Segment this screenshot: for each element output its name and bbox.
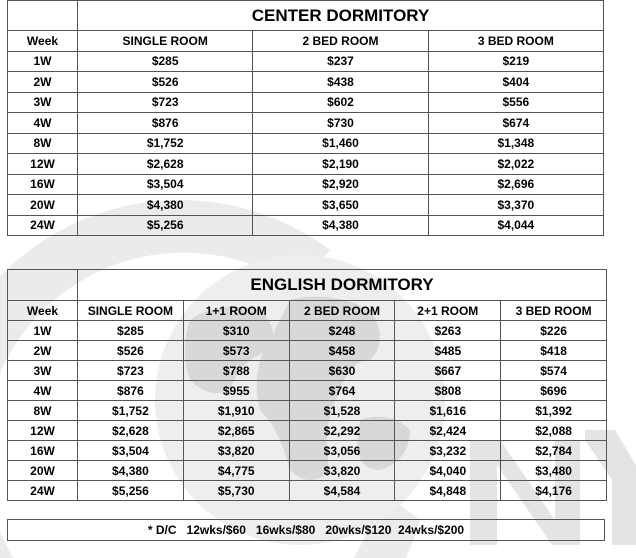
price-cell: $5,730	[183, 481, 289, 501]
table-corner-cell	[8, 270, 78, 301]
price-cell: $730	[253, 113, 428, 134]
week-cell: 20W	[8, 461, 78, 481]
week-cell: 8W	[8, 133, 78, 154]
price-cell: $876	[78, 381, 184, 401]
week-cell: 24W	[8, 481, 78, 501]
price-cell: $418	[501, 341, 607, 361]
table-row	[8, 174, 604, 195]
price-cell: $237	[253, 51, 428, 72]
week-cell: 12W	[8, 421, 78, 441]
column-header: 3 BED ROOM	[501, 301, 607, 321]
week-cell: 1W	[8, 51, 78, 72]
column-header: Week	[8, 301, 78, 321]
price-cell: $602	[253, 92, 428, 113]
price-cell: $2,865	[183, 421, 289, 441]
price-cell: $3,820	[289, 461, 395, 481]
price-cell: $219	[428, 51, 603, 72]
column-header: 2+1 ROOM	[395, 301, 501, 321]
price-cell: $485	[395, 341, 501, 361]
price-cell: $696	[501, 381, 607, 401]
column-header: SINGLE ROOM	[78, 31, 253, 52]
price-cell: $2,292	[289, 421, 395, 441]
price-cell: $3,504	[78, 174, 253, 195]
price-cell: $764	[289, 381, 395, 401]
price-cell: $4,584	[289, 481, 395, 501]
price-cell: $3,820	[183, 441, 289, 461]
column-header: 2 BED ROOM	[253, 31, 428, 52]
price-cell: $285	[78, 321, 184, 341]
column-header: Week	[8, 31, 78, 52]
table-row	[8, 195, 604, 216]
week-cell: 12W	[8, 154, 78, 175]
table-row	[8, 481, 607, 501]
table-row	[8, 321, 607, 341]
column-header: 1+1 ROOM	[183, 301, 289, 321]
price-cell: $2,784	[501, 441, 607, 461]
table-corner-cell	[8, 1, 78, 31]
price-cell: $3,232	[395, 441, 501, 461]
table-row	[8, 401, 607, 421]
price-cell: $3,370	[428, 195, 603, 216]
price-cell: $2,920	[253, 174, 428, 195]
price-cell: $723	[78, 92, 253, 113]
price-cell: $4,044	[428, 215, 603, 236]
price-cell: $723	[78, 361, 184, 381]
week-cell: 3W	[8, 361, 78, 381]
center-dormitory-title: CENTER DORMITORY	[78, 1, 604, 31]
price-cell: $1,528	[289, 401, 395, 421]
price-cell: $4,848	[395, 481, 501, 501]
column-header: 2 BED ROOM	[289, 301, 395, 321]
price-cell: $1,910	[183, 401, 289, 421]
price-cell: $2,696	[428, 174, 603, 195]
price-cell: $2,628	[78, 421, 184, 441]
price-cell: $955	[183, 381, 289, 401]
week-cell: 8W	[8, 401, 78, 421]
price-cell: $2,628	[78, 154, 253, 175]
price-cell: $2,022	[428, 154, 603, 175]
price-cell: $4,380	[78, 195, 253, 216]
price-cell: $630	[289, 361, 395, 381]
price-cell: $674	[428, 113, 603, 134]
week-cell: 3W	[8, 92, 78, 113]
header-row	[8, 31, 604, 52]
table-row	[8, 441, 607, 461]
table-row	[8, 361, 607, 381]
table-row	[8, 215, 604, 236]
english-dormitory-title: ENGLISH DORMITORY	[78, 270, 607, 301]
week-cell: 2W	[8, 72, 78, 93]
price-cell: $808	[395, 381, 501, 401]
table-row	[8, 341, 607, 361]
price-cell: $3,650	[253, 195, 428, 216]
price-cell: $4,040	[395, 461, 501, 481]
price-cell: $1,392	[501, 401, 607, 421]
week-cell: 24W	[8, 215, 78, 236]
week-cell: 20W	[8, 195, 78, 216]
price-cell: $2,190	[253, 154, 428, 175]
price-cell: $3,504	[78, 441, 184, 461]
week-cell: 16W	[8, 174, 78, 195]
column-header: 3 BED ROOM	[428, 31, 603, 52]
price-cell: $574	[501, 361, 607, 381]
table-row	[8, 113, 604, 134]
price-cell: $4,380	[78, 461, 184, 481]
table-row	[8, 461, 607, 481]
table-row	[8, 51, 604, 72]
price-cell: $1,460	[253, 133, 428, 154]
price-cell: $788	[183, 361, 289, 381]
price-cell: $438	[253, 72, 428, 93]
price-cell: $248	[289, 321, 395, 341]
price-cell: $2,424	[395, 421, 501, 441]
table-row	[8, 381, 607, 401]
price-cell: $667	[395, 361, 501, 381]
week-cell: 1W	[8, 321, 78, 341]
header-row	[8, 301, 607, 321]
price-cell: $5,256	[78, 215, 253, 236]
table-row	[8, 154, 604, 175]
discount-note: * D/C 12wks/$60 16wks/$80 20wks/$120 24wks/$200	[7, 519, 605, 541]
table-row	[8, 92, 604, 113]
price-cell: $526	[78, 72, 253, 93]
price-cell: $4,176	[501, 481, 607, 501]
price-cell: $5,256	[78, 481, 184, 501]
price-cell: $573	[183, 341, 289, 361]
table-row	[8, 72, 604, 93]
price-cell: $226	[501, 321, 607, 341]
table-row	[8, 421, 607, 441]
price-cell: $263	[395, 321, 501, 341]
price-cell: $4,775	[183, 461, 289, 481]
price-cell: $876	[78, 113, 253, 134]
price-cell: $3,056	[289, 441, 395, 461]
center-dormitory-table	[7, 0, 604, 236]
table-row	[8, 133, 604, 154]
price-cell: $1,616	[395, 401, 501, 421]
price-cell: $310	[183, 321, 289, 341]
week-cell: 4W	[8, 381, 78, 401]
english-dormitory-table	[7, 269, 607, 501]
price-cell: $404	[428, 72, 603, 93]
price-cell: $2,088	[501, 421, 607, 441]
price-cell: $285	[78, 51, 253, 72]
price-cell: $526	[78, 341, 184, 361]
price-cell: $1,752	[78, 133, 253, 154]
week-cell: 2W	[8, 341, 78, 361]
price-cell: $1,752	[78, 401, 184, 421]
price-cell: $3,480	[501, 461, 607, 481]
price-cell: $556	[428, 92, 603, 113]
price-cell: $4,380	[253, 215, 428, 236]
price-cell: $458	[289, 341, 395, 361]
week-cell: 16W	[8, 441, 78, 461]
price-cell: $1,348	[428, 133, 603, 154]
column-header: SINGLE ROOM	[78, 301, 184, 321]
week-cell: 4W	[8, 113, 78, 134]
